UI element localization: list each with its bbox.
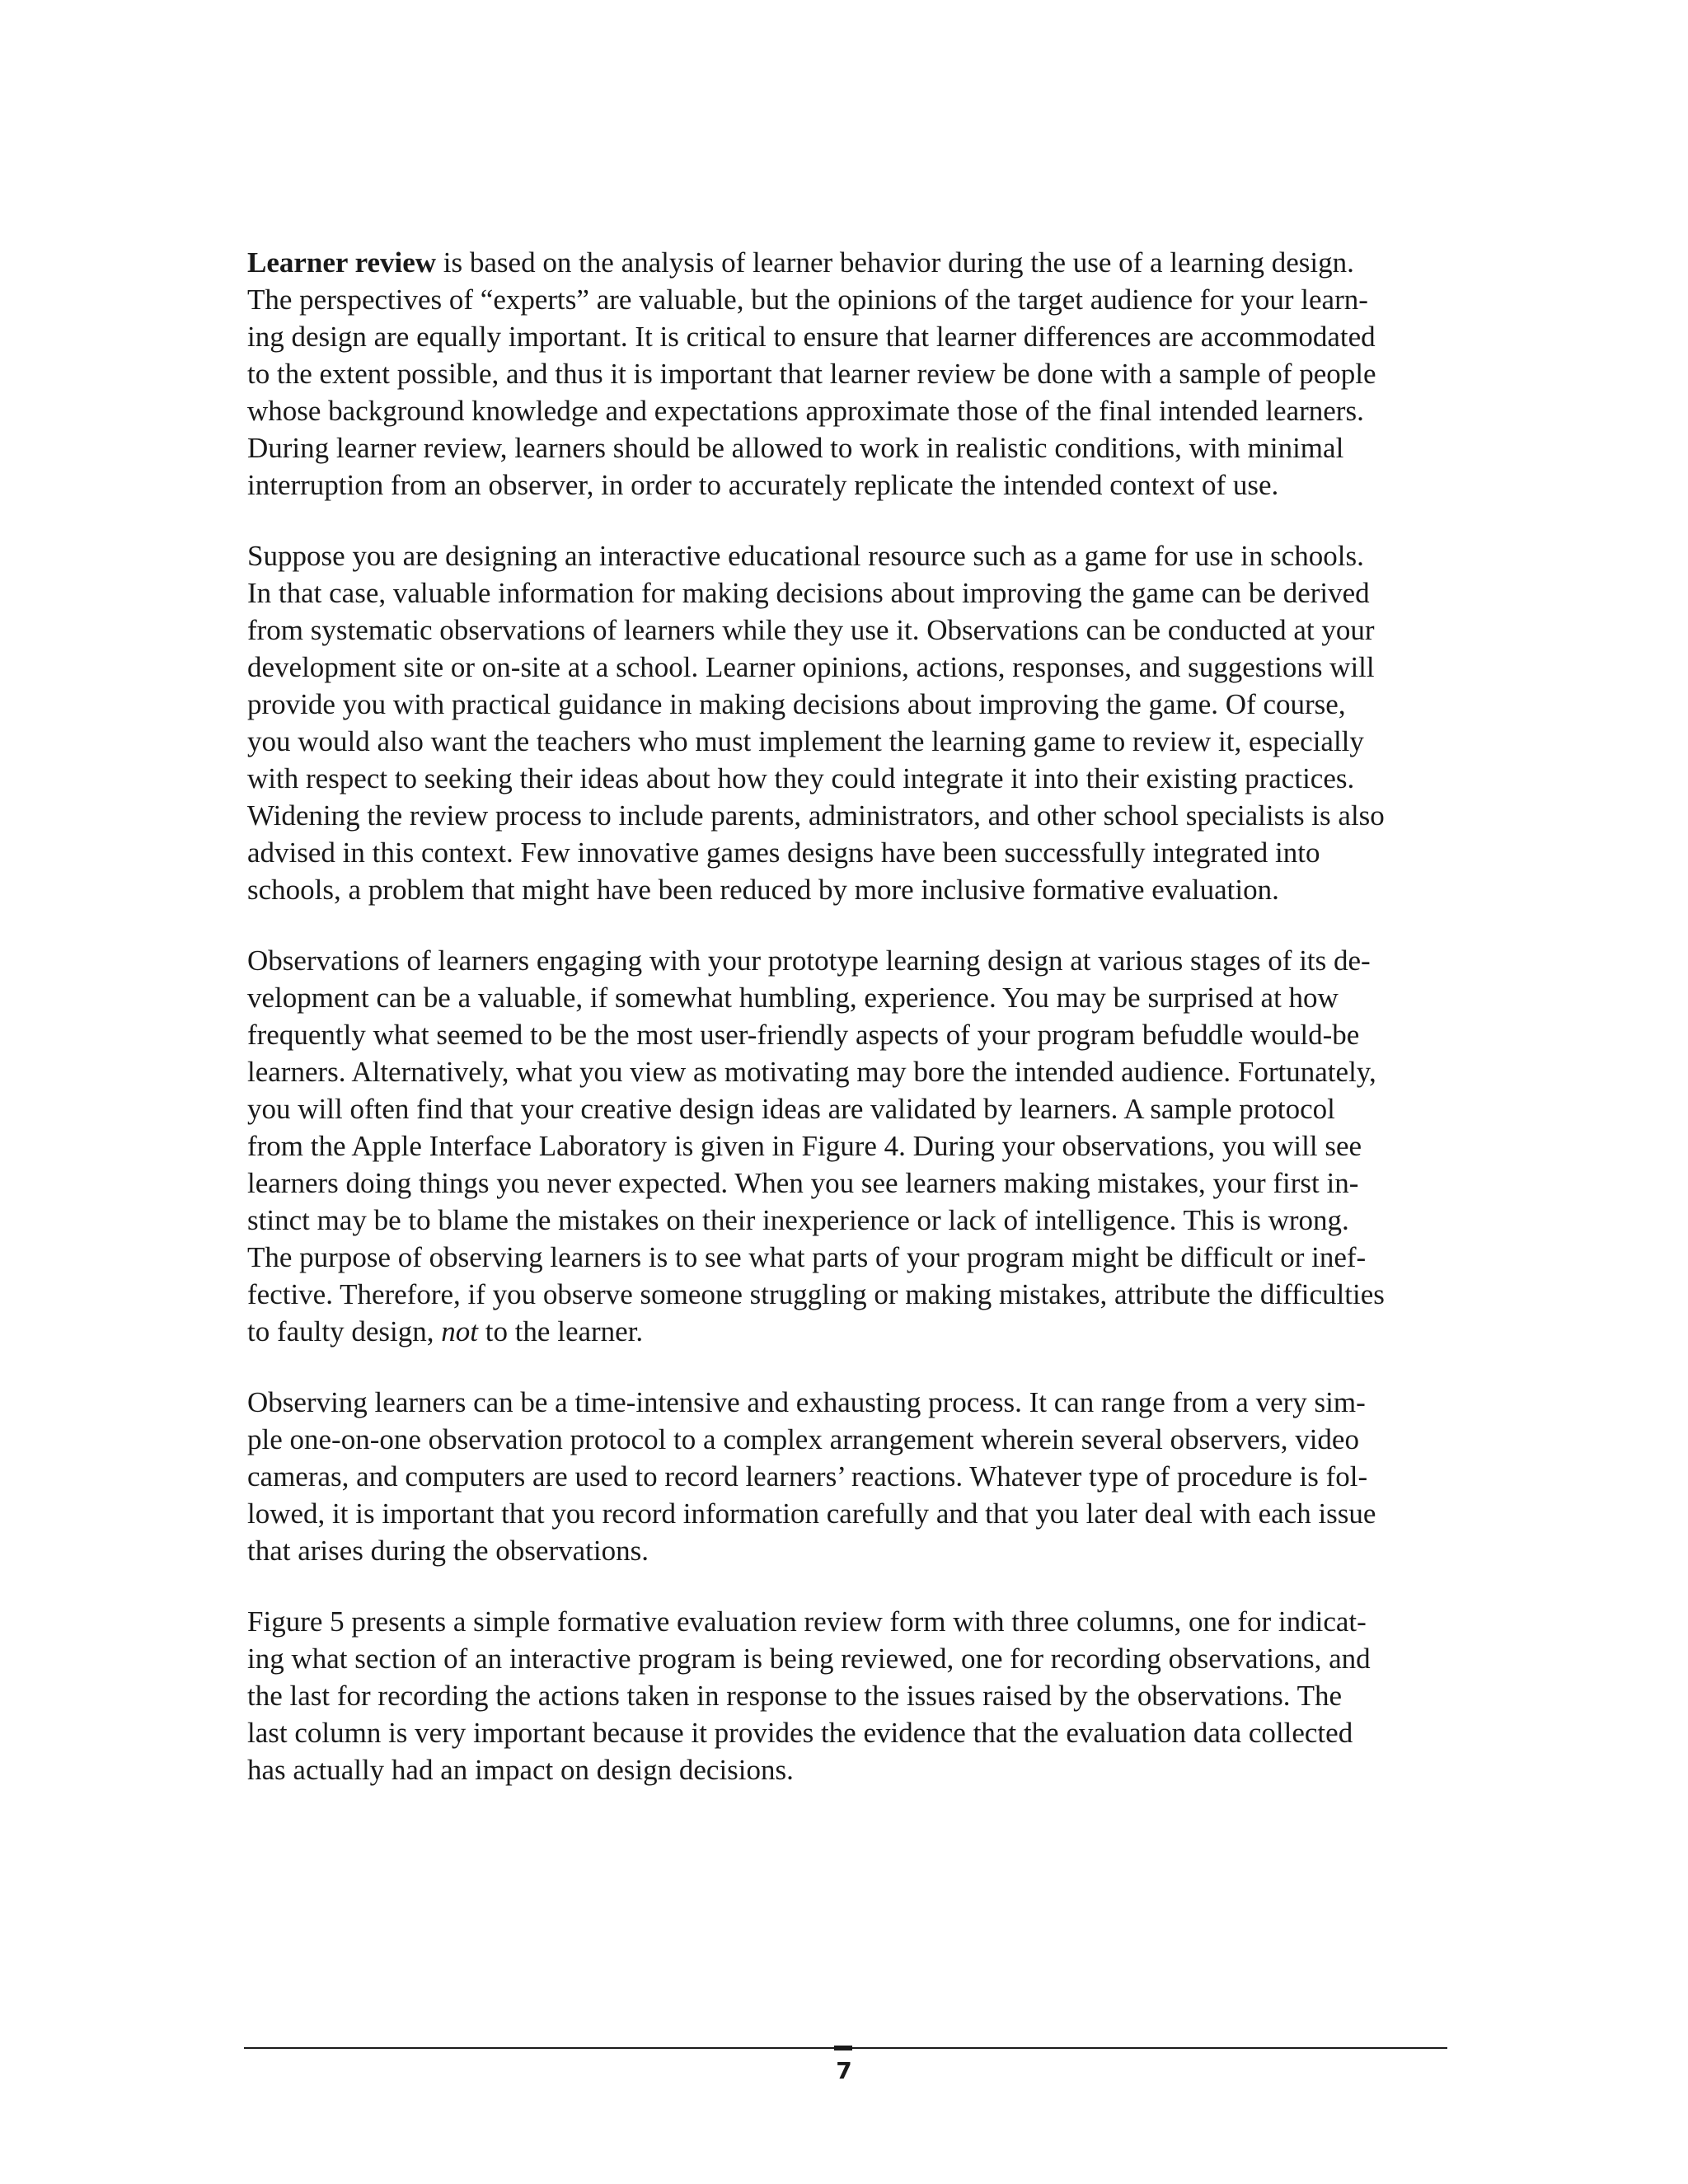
text-line: fective. Therefore, if you observe someone struggling or making mistakes, attribute the difficulties — [247, 1278, 1385, 1310]
text-line: to the extent possible, and thus it is important that learner review be done with a sample of people — [247, 358, 1376, 390]
text-line: that arises during the observations. — [247, 1535, 649, 1567]
text-line: ple one-on-one observation protocol to a complex arrangement wherein several observers, video — [247, 1423, 1359, 1455]
text-line: you will often find that your creative design ideas are validated by learners. A sample protocol — [247, 1093, 1335, 1125]
bold-term: Learner review — [247, 246, 437, 279]
text-line — [247, 1313, 1442, 1350]
italic-emphasis: not — [441, 1315, 478, 1347]
text-line: has actually had an impact on design decisions. — [247, 1754, 794, 1786]
text-run: to faulty design, — [247, 1315, 442, 1347]
text-line: cameras, and computers are used to record learners’ reactions. Whatever type of procedure is fol- — [247, 1460, 1368, 1493]
paragraph-figure-5 — [247, 1603, 1442, 1788]
footer-divider-tick — [834, 2046, 852, 2050]
text-run: to the learner. — [477, 1315, 644, 1347]
text-line: Observations of learners engaging with your prototype learning design at various stages of its de- — [247, 944, 1371, 977]
text-line: from the Apple Interface Laboratory is given in Figure 4. During your observations, you will see — [247, 1130, 1362, 1162]
text-line: whose background knowledge and expectations approximate those of the final intended learners. — [247, 395, 1364, 427]
text-line: last column is very important because it provides the evidence that the evaluation data collected — [247, 1717, 1353, 1749]
text-line: frequently what seemed to be the most user-friendly aspects of your program befuddle would-be — [247, 1019, 1360, 1051]
text-line: interruption from an observer, in order to accurately replicate the intended context of use. — [247, 469, 1279, 501]
text-line: ing what section of an interactive program is being reviewed, one for recording observations, and — [247, 1643, 1371, 1675]
text-line: velopment can be a valuable, if somewhat humbling, experience. You may be surprised at how — [247, 982, 1339, 1014]
text-line: lowed, it is important that you record information carefully and that you later deal with each issue — [247, 1497, 1376, 1530]
text-line: schools, a problem that might have been reduced by more inclusive formative evaluation. — [247, 874, 1279, 906]
text-run: is based on the analysis of learner behavior during the use of a learning design. — [436, 246, 1354, 279]
paragraph-observing-process — [247, 1384, 1442, 1569]
body-text — [247, 244, 1442, 1822]
paragraph-game-design — [247, 537, 1442, 908]
paragraph-observations — [247, 942, 1442, 1350]
text-line: with respect to seeking their ideas about how they could integrate it into their existing practices. — [247, 762, 1355, 794]
text-line: The perspectives of “experts” are valuable, but the opinions of the target audience for your learn- — [247, 284, 1368, 316]
text-line: you would also want the teachers who must implement the learning game to review it, especially — [247, 725, 1364, 757]
text-line: advised in this context. Few innovative games designs have been successfully integrated into — [247, 837, 1320, 869]
text-line: Suppose you are designing an interactive educational resource such as a game for use in schools. — [247, 540, 1364, 572]
text-line: the last for recording the actions taken in response to the issues raised by the observations. The — [247, 1680, 1343, 1712]
text-line: During learner review, learners should be allowed to work in realistic conditions, with minimal — [247, 432, 1344, 464]
text-line: Widening the review process to include parents, administrators, and other school specialists is also — [247, 799, 1385, 832]
text-line: ing design are equally important. It is critical to ensure that learner differences are accommodated — [247, 321, 1376, 353]
paragraph-learner-review — [247, 244, 1442, 504]
text-line: learners doing things you never expected. When you see learners making mistakes, your first in- — [247, 1167, 1359, 1199]
text-line: Observing learners can be a time-intensive and exhausting process. It can range from a very sim- — [247, 1386, 1366, 1418]
text-line: In that case, valuable information for making decisions about improving the game can be derived — [247, 577, 1370, 609]
text-line: provide you with practical guidance in making decisions about improving the game. Of course, — [247, 688, 1346, 720]
text-line — [247, 244, 1442, 281]
page-number: 7 — [836, 2057, 852, 2084]
text-line: development site or on-site at a school. Learner opinions, actions, responses, and suggestions will — [247, 651, 1375, 683]
text-line: stinct may be to blame the mistakes on their inexperience or lack of intelligence. This is wrong. — [247, 1204, 1349, 1236]
text-line: Figure 5 presents a simple formative evaluation review form with three columns, one for indicat- — [247, 1605, 1367, 1638]
text-line: from systematic observations of learners while they use it. Observations can be conducted at your — [247, 614, 1375, 646]
text-line: The purpose of observing learners is to see what parts of your program might be difficult or inef- — [247, 1241, 1367, 1273]
text-line: learners. Alternatively, what you view as motivating may bore the intended audience. Fortunately, — [247, 1056, 1376, 1088]
